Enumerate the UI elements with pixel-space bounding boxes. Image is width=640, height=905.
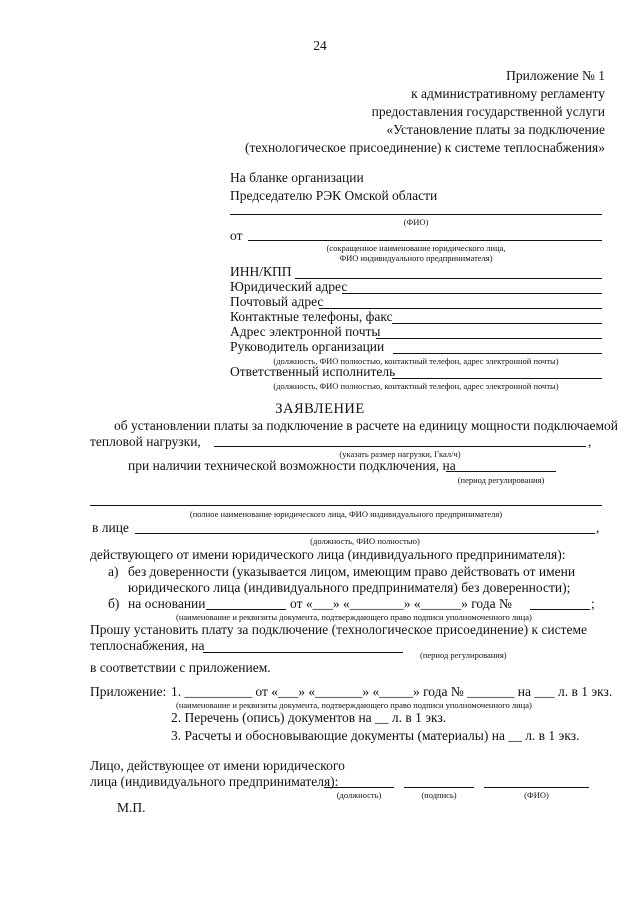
item-b-basis-label: на основании xyxy=(128,596,206,611)
attachment-item-1-caption: (наименование и реквизиты документа, подтверждающего право подписи уполномоченного лица) xyxy=(176,700,532,710)
from-caption-2: ФИО индивидуального предпринимателя) xyxy=(339,253,493,263)
letterhead-note: На бланке организации xyxy=(230,170,364,185)
item-b-date: от «___» «________» «______» года № xyxy=(290,596,512,611)
in-person-comma: , xyxy=(596,520,600,535)
signature-fio-caption: (ФИО) xyxy=(524,790,549,800)
email-label: Адрес электронной почты xyxy=(230,324,381,339)
inn-label: ИНН/КПП xyxy=(230,264,292,279)
signature-sign-caption: (подпись) xyxy=(421,790,457,800)
fio-caption: (ФИО) xyxy=(403,217,429,227)
period-caption: (период регулирования) xyxy=(457,475,545,485)
fullname-line[interactable] xyxy=(90,505,602,506)
load-line-comma: , xyxy=(588,434,592,449)
request-line-1: Прошу установить плату за подключение (технологическое присоединение) к системе xyxy=(90,622,588,637)
appendix-title: Приложение № 1 xyxy=(506,68,605,83)
fullname-caption: (полное наименование юридического лица, ФИО индивидуального предпринимателя) xyxy=(189,509,503,519)
from-caption-1: (сокращенное наименование юридического лица, xyxy=(326,243,506,253)
executor-label: Ответственный исполнитель xyxy=(230,364,396,379)
item-b-semicolon: ; xyxy=(591,596,595,611)
load-caption: (указать размер нагрузки, Гкал/ч) xyxy=(339,449,461,459)
appendix-line-5: (технологическое присоединение) к системе теплоснабжения» xyxy=(245,140,605,155)
from-line[interactable] xyxy=(248,240,602,241)
accordance-line: в соответствии с приложением. xyxy=(90,660,271,675)
basis-number-line[interactable] xyxy=(530,609,590,610)
phones-label: Контактные телефоны, факс xyxy=(230,309,393,324)
legal-address-label: Юридический адрес xyxy=(230,279,348,294)
position-caption: (должность, ФИО полностью) xyxy=(310,536,420,546)
period-line[interactable] xyxy=(446,471,556,472)
in-person-line[interactable] xyxy=(135,533,595,534)
addressee-line: Председателю РЭК Омской области xyxy=(230,188,438,203)
item-a-label: а) xyxy=(108,564,119,579)
load-line[interactable] xyxy=(214,446,586,447)
page-number: 24 xyxy=(313,38,327,53)
legal-address-line[interactable] xyxy=(342,293,602,294)
signature-position-caption: (должность) xyxy=(336,790,382,800)
item-b-label: б) xyxy=(108,596,120,611)
doc-caption: (наименование и реквизиты документа, подтверждающего право подписи уполномоченного лица) xyxy=(176,612,532,622)
statement-line-3: при наличии технической возможности подключения, на xyxy=(128,458,456,473)
statement-line-2: тепловой нагрузки, xyxy=(90,434,201,449)
executor-caption: (должность, ФИО полностью, контактный телефон, адрес электронной почты) xyxy=(273,381,559,391)
head-label: Руководитель организации xyxy=(230,339,385,354)
in-person-label: в лице xyxy=(92,520,129,535)
appendix-line-3: предоставления государственной услуги xyxy=(371,104,605,119)
head-line[interactable] xyxy=(393,353,602,354)
addressee-fio-line[interactable] xyxy=(230,214,602,215)
email-line[interactable] xyxy=(376,338,602,339)
item-a-line-2: юридического лица (индивидуального предпринимателя) без доверенности); xyxy=(128,580,571,595)
appendix-line-4: «Установление платы за подключение xyxy=(386,122,605,137)
signature-sign-line[interactable] xyxy=(404,787,474,788)
phones-line[interactable] xyxy=(392,323,602,324)
request-period-line[interactable] xyxy=(203,652,403,653)
stamp-place: М.П. xyxy=(117,800,146,815)
acting-line: действующего от имени юридического лица (индивидуального предпринимателя): xyxy=(90,547,566,562)
signature-line-1: Лицо, действующее от имени юридического xyxy=(90,758,345,773)
from-label: от xyxy=(230,228,243,243)
period-caption-2: (период регулирования) xyxy=(420,650,507,660)
statement-line-1: об установлении платы за подключение в расчете на единицу мощности подключаемой xyxy=(114,418,618,433)
basis-doc-line[interactable] xyxy=(206,609,286,610)
request-line-2: теплоснабжения, на xyxy=(90,638,205,653)
item-a-line-1: без доверенности (указывается лицом, имеющим право действовать от имени xyxy=(128,564,576,579)
attachment-item-2: 2. Перечень (опись) документов на __ л. в 1 экз. xyxy=(171,710,447,725)
appendix-line-2: к административному регламенту xyxy=(411,86,605,101)
head-caption: (должность, ФИО полностью, контактный телефон, адрес электронной почты) xyxy=(273,356,559,366)
statement-title: ЗАЯВЛЕНИЕ xyxy=(275,401,365,417)
attachment-item-3: 3. Расчеты и обосновывающие документы (материалы) на __ л. в 1 экз. xyxy=(171,728,580,743)
signature-position-line[interactable] xyxy=(324,787,394,788)
executor-line[interactable] xyxy=(392,378,602,379)
signature-fio-line[interactable] xyxy=(484,787,589,788)
signature-line-2: лица (индивидуального предпринимателя): xyxy=(90,774,339,789)
attachment-item-1: 1. __________ от «___» «_______» «_____» года № _______ на ___ л. в 1 экз. xyxy=(171,684,613,699)
attachments-label: Приложение: xyxy=(90,684,167,699)
postal-address-label: Почтовый адрес xyxy=(230,294,324,309)
